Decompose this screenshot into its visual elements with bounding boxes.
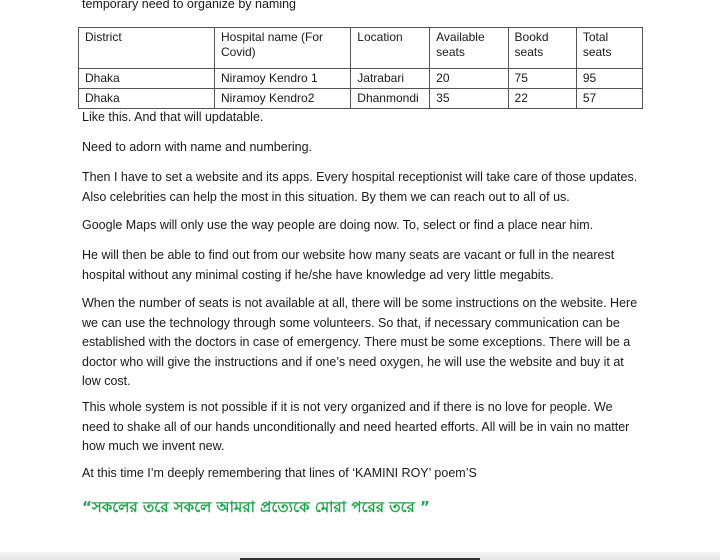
paragraph: When the number of seats is not available at all, there will be some instructions on the website. Here we can use the technology through some volunteers. So that, if necessary communication can be established with the doctors in case of emergency. There must be some exceptions. There will be a doctor who will give the instructions and if one’s need oxygen, he will use the website and buy it at low cost. (82, 296, 638, 388)
header-hospital-name: Hospital name (For Covid) (215, 28, 351, 69)
table-row (79, 89, 643, 109)
paragraph: He will then be able to find out from our website how many seats are vacant or full in the nearest hospital without any minimal costing if he/she have knowledge ad very little megabits. (82, 248, 615, 282)
cell-total-seats: 95 (576, 69, 642, 89)
cell-hospital-name: Niramoy Kendro 1 (215, 69, 351, 89)
paragraph: Google Maps will only use the way people are doing now. To, select or find a place near him. (82, 218, 594, 232)
cell-district: Dhaka (79, 89, 215, 109)
header-available-seats: Available seats (430, 28, 508, 69)
cell-location: Jatrabari (351, 69, 430, 89)
intro-line: temporary need to organize by naming (82, 0, 297, 11)
header-booked-seats: Bookd seats (508, 28, 576, 69)
poem-quote: “সকলের তরে সকলে আমরা প্রত্যেকে মোরা পরের তরে ” (82, 498, 430, 516)
cell-booked-seats: 75 (508, 69, 576, 89)
cell-location: Dhanmondi (351, 89, 430, 109)
paragraph: Need to adorn with name and numbering. (82, 140, 313, 154)
paragraph: This whole system is not possible if it is not very organized and if there is no love for people. We need to shake all of our hands unconditionally and need hearted efforts. All will be in vain no matter how much we invent new. (82, 400, 630, 453)
cell-available-seats: 35 (430, 89, 508, 109)
cell-hospital-name: Niramoy Kendro2 (215, 89, 351, 109)
cell-district: Dhaka (79, 69, 215, 89)
header-total-seats: Total seats (576, 28, 642, 69)
hospital-seats-table (78, 27, 643, 109)
header-district: District (79, 28, 215, 69)
header-location: Location (351, 28, 430, 69)
cell-total-seats: 57 (576, 89, 642, 109)
table-header-row (79, 28, 643, 69)
cell-booked-seats: 22 (508, 89, 576, 109)
cell-available-seats: 20 (430, 69, 508, 89)
paragraph: Then I have to set a website and its apps. Every hospital receptionist will take care of those updates. Also celebrities can help the most in this situation. By them we can reach out to all of us. (82, 170, 638, 204)
paragraph: Like this. And that will updatable. (82, 110, 264, 124)
paragraph: At this time I’m deeply remembering that lines of ‘KAMINI ROY’ poem’S (82, 466, 477, 480)
table-row (79, 69, 643, 89)
